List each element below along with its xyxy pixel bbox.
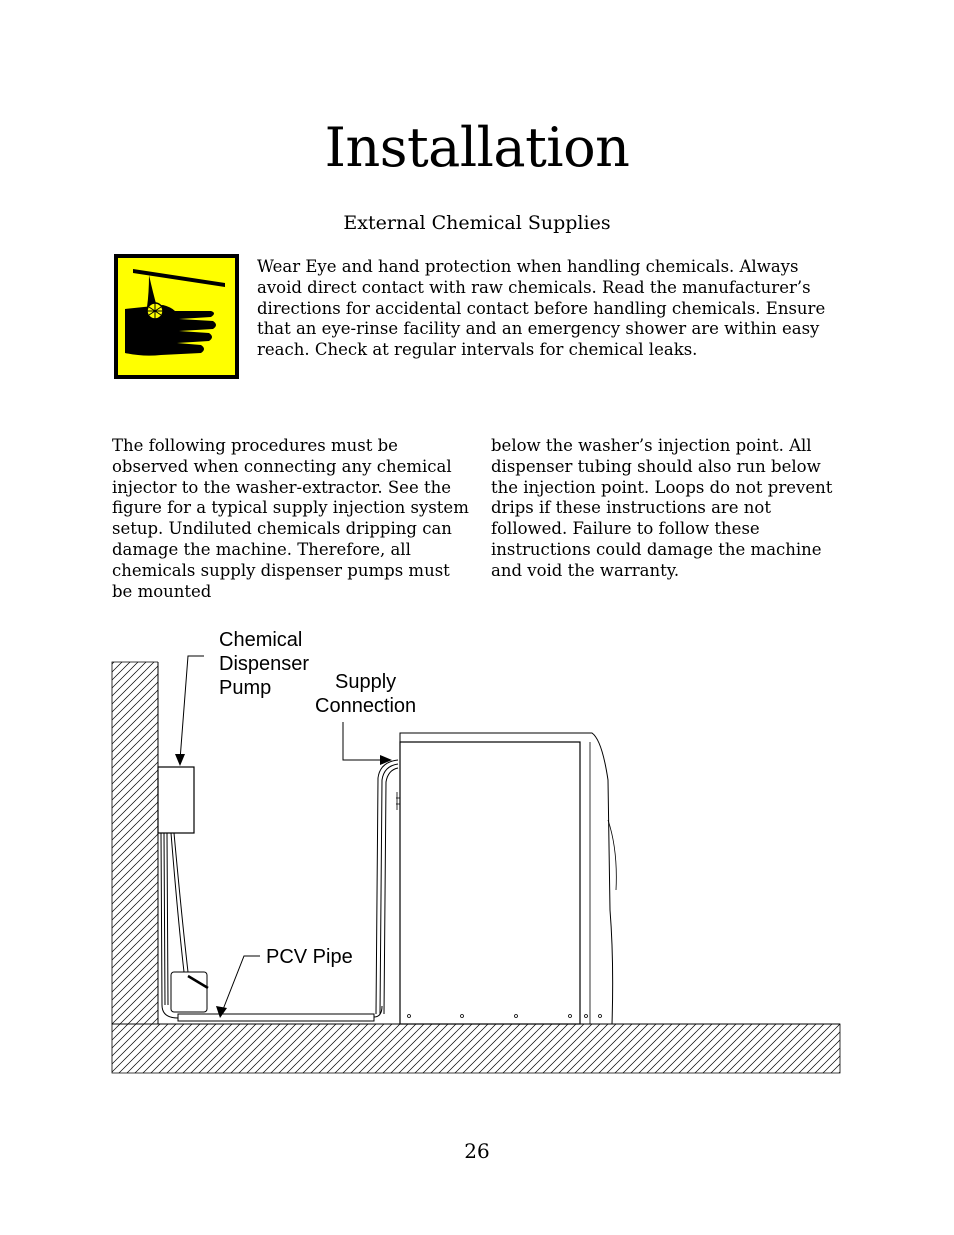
label-supply-connection: Supply Connection: [315, 671, 417, 717]
label-pcv-pipe: PCV Pipe: [266, 946, 353, 968]
pvc-pipe: [178, 1014, 374, 1021]
installation-diagram-drawing: [100, 620, 854, 1090]
wall: [112, 662, 158, 1024]
chemical-burn-hand-icon: [113, 253, 240, 380]
label-chemical-dispenser-pump: Chemical Dispenser Pump: [219, 629, 310, 699]
page-number: 26: [464, 1139, 490, 1163]
body-column-right: below the washer’s injection point. All dispenser tubing should also run below the injection point. Loops do not prevent drips if these instructions are not followed. Failure to follow these instructions could damage the machine and void the warranty.: [491, 436, 833, 580]
body-column-left: The following procedures must be observed when connecting any chemical injector to the washer-extractor. See the figure for a typical supply injection system setup. Undiluted chemicals dripping can damage the machine. Therefore, all chemicals supply dispenser pumps must be mounted: [112, 436, 469, 601]
installation-diagram: [100, 620, 854, 1090]
warning-text: Wear Eye and hand protection when handling chemicals. Always avoid direct contact with raw chemicals. Read the manufacturer’s directions for accidental contact before handling chemicals. Ensure that an eye-rinse facility and an emergency shower are within easy reach. Check at regular intervals for chemical leaks.: [257, 257, 826, 360]
floor: [112, 1024, 840, 1073]
dispenser-pump-box: [158, 767, 194, 833]
section-subtitle: External Chemical Supplies: [343, 212, 611, 234]
page-title: Installation: [324, 116, 630, 179]
